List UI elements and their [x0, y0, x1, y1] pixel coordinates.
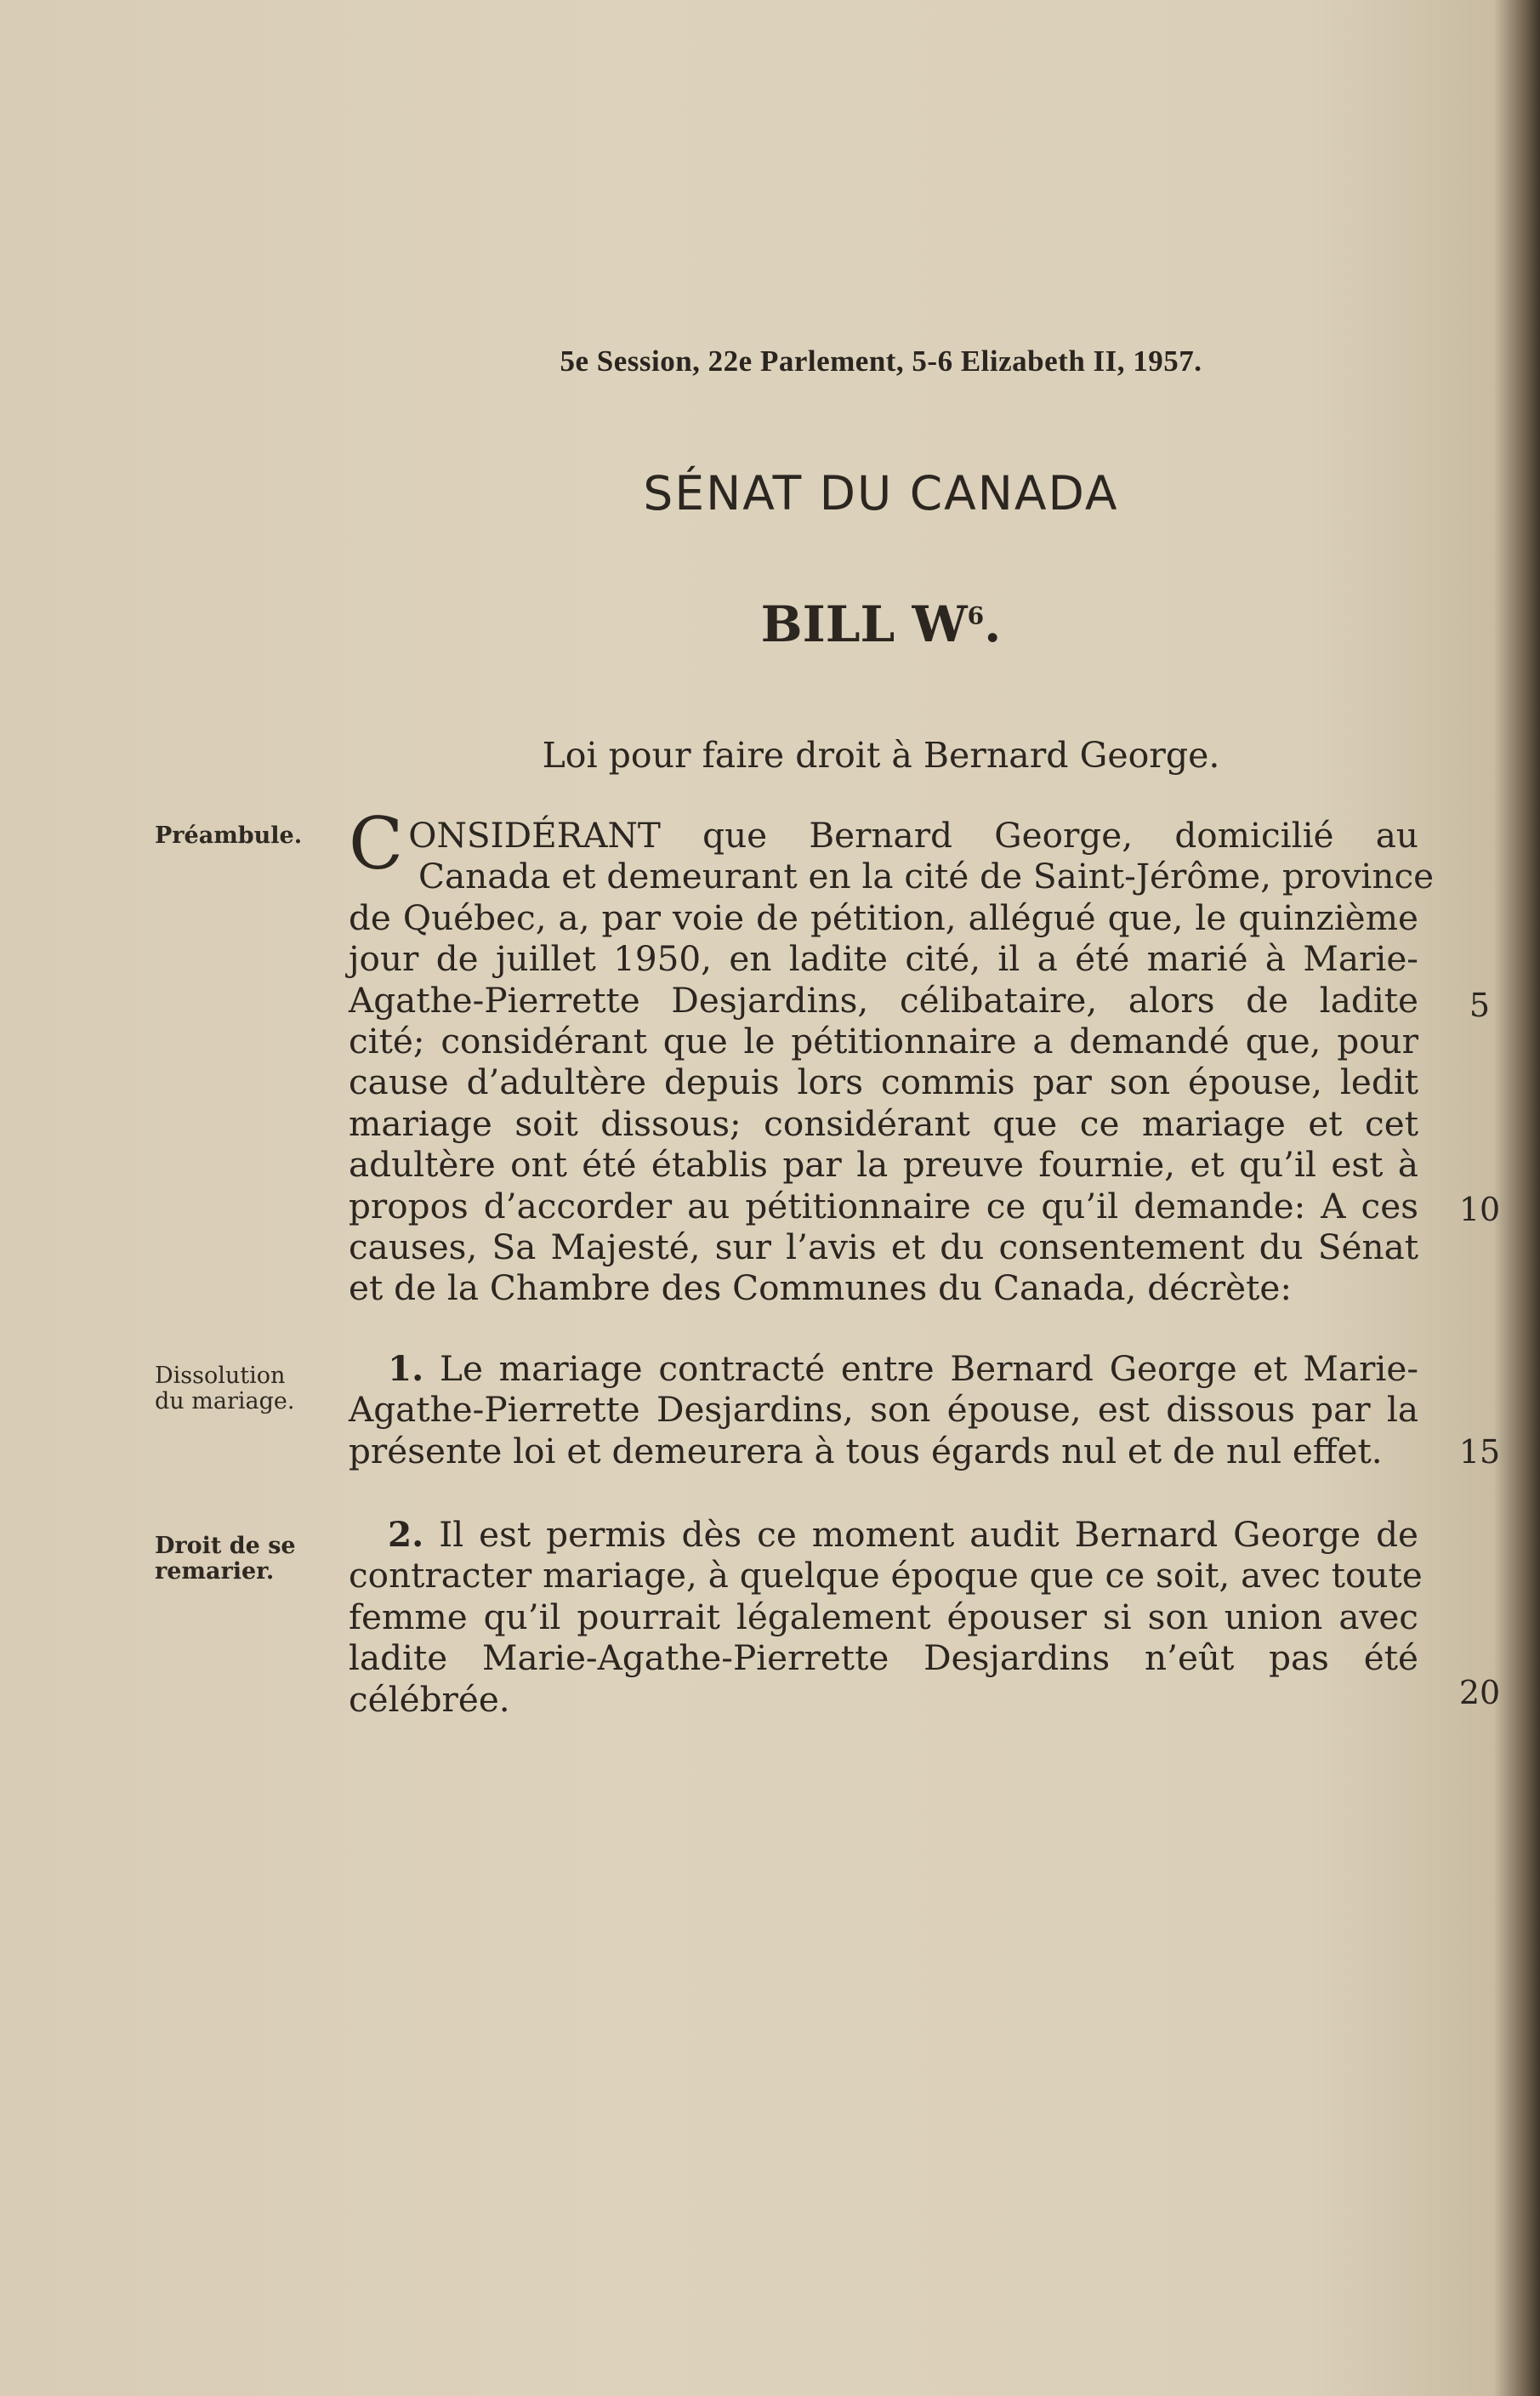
bill-label: BILL W [760, 595, 968, 653]
line-number: 10 [1458, 1191, 1501, 1228]
text-line: Agathe-Pierrette Desjardins, son épouse, est dissous par la [349, 1389, 1418, 1431]
section-1-paragraph [349, 1348, 1418, 1471]
preamble-paragraph [349, 802, 1435, 1309]
text-line: propos d’accorder au pétitionnaire ce qu’il demande: A ces [349, 1185, 1418, 1226]
chamber-title: SÉNAT DU CANADA [643, 466, 1119, 521]
margin-note-preamble: Préambule. [155, 822, 303, 849]
long-title: Loi pour faire droit à Bernard George. [542, 735, 1220, 776]
margin-note-line: Dissolution [155, 1363, 286, 1389]
margin-note-line: du mariage. [155, 1388, 295, 1414]
text-line: femme qu’il pourrait légalement épouser si son union avec [349, 1596, 1418, 1637]
text-line: de Québec, a, par voie de pétition, allégué que, le quinzième [349, 896, 1418, 938]
text-line: Agathe-Pierrette Desjardins, célibataire, alors de ladite [349, 979, 1418, 1021]
line-number: 15 [1458, 1433, 1501, 1471]
margin-note-remarry [155, 1534, 325, 1585]
text-line: ladite Marie-Agathe-Pierrette Desjardins n’eût pas été [349, 1637, 1418, 1679]
text-line: 1. Le mariage contracté entre Bernard George et Marie- [388, 1348, 1419, 1389]
text-line: mariage soit dissous; considérant que ce mariage et cet [349, 1102, 1418, 1144]
margin-note-line: remarier. [155, 1558, 275, 1585]
text-line: présente loi et demeurera à tous égards nul et de nul effet. [349, 1430, 1383, 1471]
margin-note-line: Droit de se [155, 1533, 296, 1559]
text-line: adultère ont été établis par la preuve fournie, et qu’il est à [349, 1144, 1418, 1186]
line-number: 20 [1458, 1674, 1501, 1711]
dropcap: C [349, 802, 404, 885]
line-number: 5 [1469, 987, 1491, 1024]
bill-superscript: 6 [967, 601, 985, 630]
text-line: contracter mariage, à quelque époque que ce soit, avec toute [349, 1555, 1423, 1596]
text-line: cause d’adultère depuis lors commis par son épouse, ledit [349, 1061, 1418, 1103]
section-number: 1. [388, 1348, 424, 1389]
text-line: cité; considérant que le pétitionnaire a demandé que, pour [349, 1021, 1418, 1062]
text-line: 2. Il est permis dès ce moment audit Bernard George de [388, 1514, 1418, 1555]
text-line: et de la Chambre des Communes du Canada, décrète: [349, 1267, 1292, 1309]
text-line: causes, Sa Majesté, sur l’avis et du consentement du Sénat [349, 1226, 1418, 1268]
text-line: CONSIDÉRANT que Bernard George, domicilié au [349, 802, 1418, 885]
section-number: 2. [388, 1514, 424, 1555]
text-line: célébrée. [349, 1678, 510, 1720]
text-line: jour de juillet 1950, en ladite cité, il a été marié à Marie- [349, 938, 1418, 980]
bill-period: . [984, 595, 1002, 653]
session-line: 5e Session, 22e Parlement, 5-6 Elizabeth II, 1957. [560, 344, 1202, 378]
margin-note-dissolution [155, 1363, 325, 1414]
bill-title [0, 595, 1540, 653]
text-line: Canada et demeurant en la cité de Saint-Jérôme, province [418, 856, 1435, 897]
section-2-paragraph [349, 1514, 1423, 1720]
